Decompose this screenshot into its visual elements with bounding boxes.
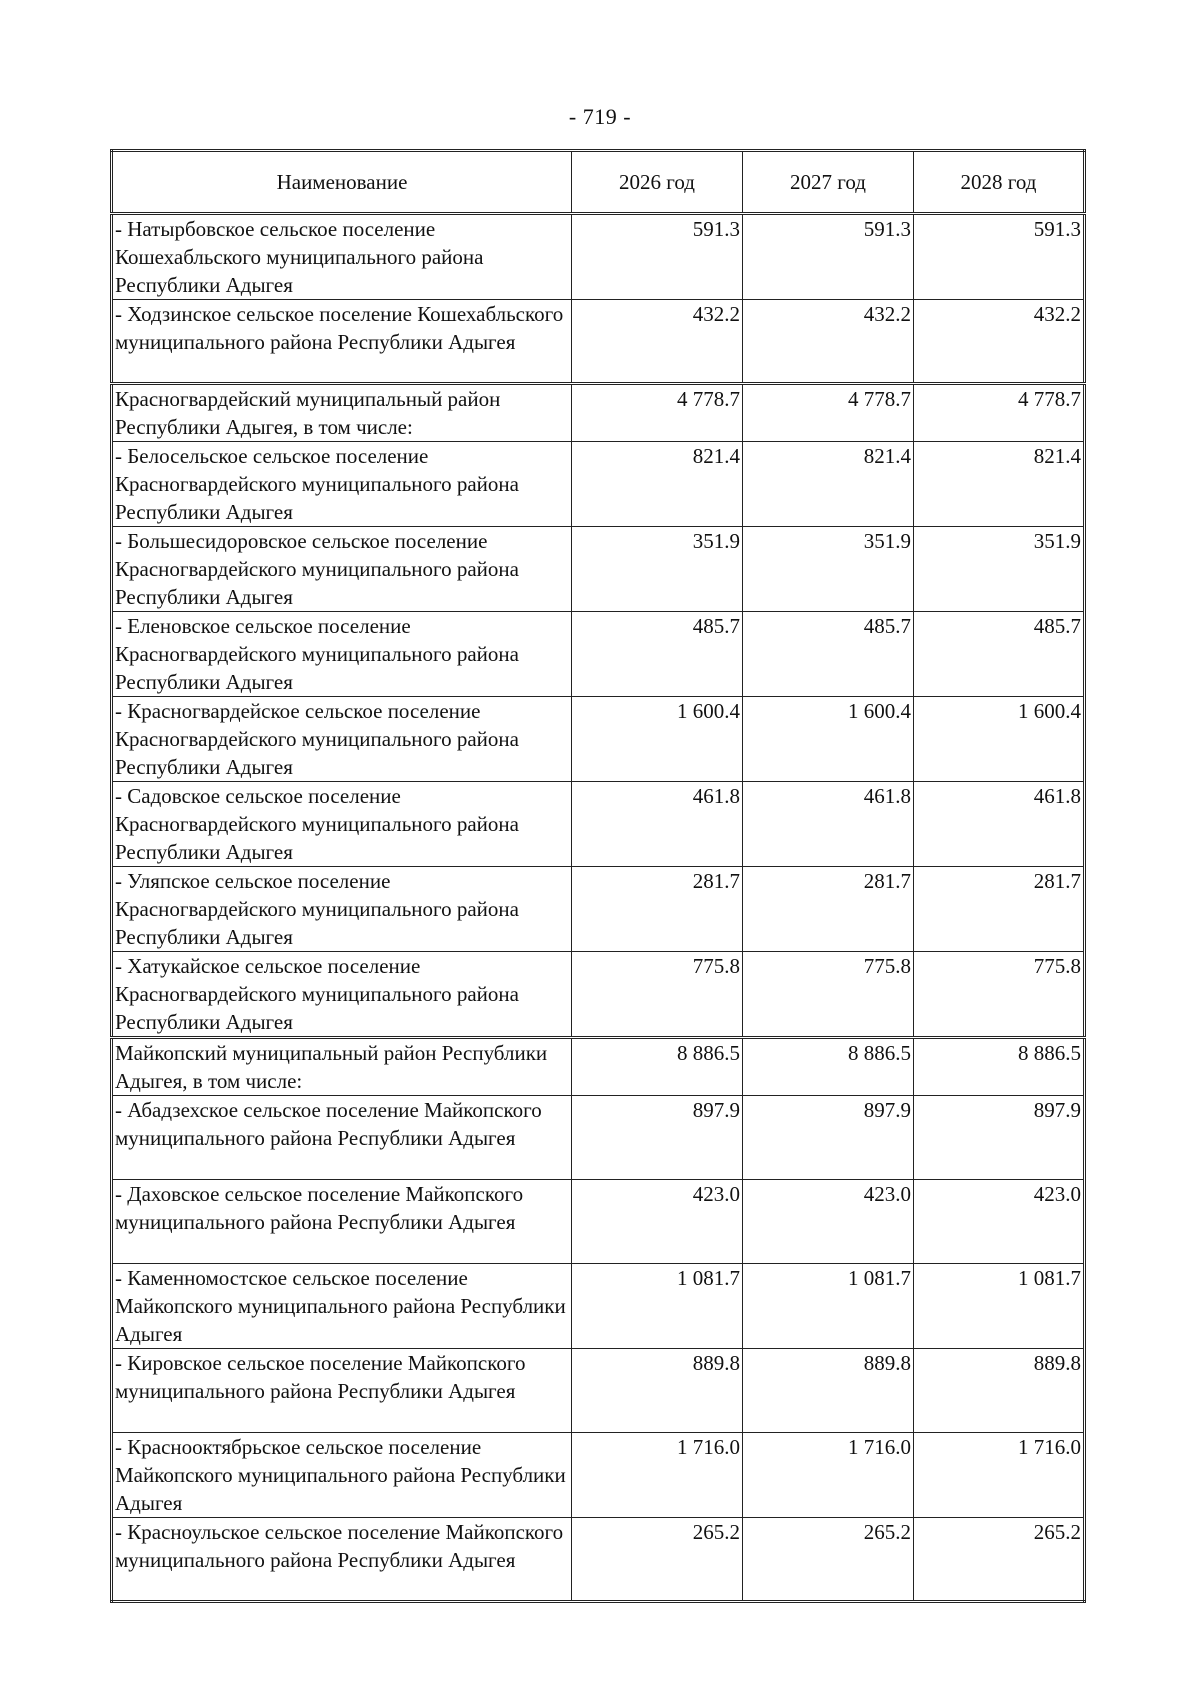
row-name-text: - Краснооктябрьское сельское поселение Майкопского муниципального района Республики Адыгея <box>115 1435 566 1515</box>
row-value-2026: 897.9 <box>572 1096 743 1180</box>
row-value-2027: 1 716.0 <box>743 1433 914 1518</box>
row-value-2028: 897.9 <box>914 1096 1085 1180</box>
row-value-2027: 265.2 <box>743 1518 914 1602</box>
header-2027: 2027 год <box>743 151 914 214</box>
row-value-2027: 1 600.4 <box>743 697 914 782</box>
row-value-2027: 591.3 <box>743 214 914 300</box>
row-value-2026: 591.3 <box>572 214 743 300</box>
row-value-2027: 775.8 <box>743 952 914 1038</box>
row-value-2026: 461.8 <box>572 782 743 867</box>
table-row <box>112 1180 1085 1264</box>
row-name-text: - Еленовское сельское поселение Красногвардейского муниципального района Республики Адыгея <box>115 614 519 694</box>
row-value-2028: 423.0 <box>914 1180 1085 1264</box>
row-name <box>112 697 572 782</box>
row-value-2026: 351.9 <box>572 527 743 612</box>
row-name <box>112 1038 572 1096</box>
row-name-text: - Каменномостское сельское поселение Майкопского муниципального района Республики Адыгея <box>115 1266 566 1346</box>
header-2028: 2028 год <box>914 151 1085 214</box>
row-name-text: - Белосельское сельское поселение Красногвардейского муниципального района Республики Адыгея <box>115 444 519 524</box>
row-value-2028: 265.2 <box>914 1518 1085 1602</box>
table-row <box>112 952 1085 1038</box>
row-name-text: - Натырбовское сельское поселение Кошехабльского муниципального района Республики Адыгея <box>115 217 484 297</box>
row-value-2027: 432.2 <box>743 300 914 384</box>
row-name <box>112 1518 572 1602</box>
row-value-2028: 775.8 <box>914 952 1085 1038</box>
row-value-2027: 281.7 <box>743 867 914 952</box>
row-name <box>112 1433 572 1518</box>
table-row <box>112 527 1085 612</box>
table-row <box>112 300 1085 384</box>
row-value-2028: 821.4 <box>914 442 1085 527</box>
row-value-2027: 897.9 <box>743 1096 914 1180</box>
header-2026: 2026 год <box>572 151 743 214</box>
row-value-2028: 1 600.4 <box>914 697 1085 782</box>
row-value-2028: 8 886.5 <box>914 1038 1085 1096</box>
header-name: Наименование <box>112 151 572 214</box>
table-row <box>112 214 1085 300</box>
table-row <box>112 1349 1085 1433</box>
row-name-text: Майкопский муниципальный район Республики Адыгея, в том числе: <box>115 1041 548 1093</box>
table-body <box>112 214 1085 1602</box>
district-row <box>112 384 1085 442</box>
row-value-2027: 821.4 <box>743 442 914 527</box>
row-value-2028: 1 081.7 <box>914 1264 1085 1349</box>
row-name <box>112 214 572 300</box>
row-value-2026: 281.7 <box>572 867 743 952</box>
row-value-2027: 4 778.7 <box>743 384 914 442</box>
row-value-2026: 1 081.7 <box>572 1264 743 1349</box>
row-value-2028: 281.7 <box>914 867 1085 952</box>
row-name-text: - Кировское сельское поселение Майкопского муниципального района Республики Адыгея <box>115 1351 526 1403</box>
row-name-text: - Красногвардейское сельское поселение Красногвардейского муниципального района Республики Адыгея <box>115 699 519 779</box>
row-name-text: - Хатукайское сельское поселение Красногвардейского муниципального района Республики Адыгея <box>115 954 519 1034</box>
row-value-2026: 1 716.0 <box>572 1433 743 1518</box>
row-name-text: - Уляпское сельское поселение Красногвардейского муниципального района Республики Адыгея <box>115 869 519 949</box>
row-name <box>112 952 572 1038</box>
table-row <box>112 867 1085 952</box>
row-value-2026: 821.4 <box>572 442 743 527</box>
row-value-2027: 485.7 <box>743 612 914 697</box>
row-value-2028: 351.9 <box>914 527 1085 612</box>
row-value-2027: 351.9 <box>743 527 914 612</box>
row-value-2026: 432.2 <box>572 300 743 384</box>
row-value-2027: 1 081.7 <box>743 1264 914 1349</box>
row-value-2026: 8 886.5 <box>572 1038 743 1096</box>
row-name-text: - Большесидоровское сельское поселение Красногвардейского муниципального района Республики Адыгея <box>115 529 519 609</box>
row-value-2027: 423.0 <box>743 1180 914 1264</box>
row-name-text: - Садовское сельское поселение Красногвардейского муниципального района Республики Адыгея <box>115 784 519 864</box>
table-row <box>112 1433 1085 1518</box>
row-name-text: - Красноульское сельское поселение Майкопского муниципального района Республики Адыгея <box>115 1520 564 1572</box>
table-row <box>112 697 1085 782</box>
row-value-2026: 423.0 <box>572 1180 743 1264</box>
row-value-2026: 4 778.7 <box>572 384 743 442</box>
page-number: - 719 - <box>568 104 632 129</box>
row-name-text: - Ходзинское сельское поселение Кошехабльского муниципального района Республики Адыгея <box>115 302 564 354</box>
row-value-2027: 461.8 <box>743 782 914 867</box>
budget-table <box>110 149 1086 1603</box>
district-row <box>112 1038 1085 1096</box>
row-name <box>112 1264 572 1349</box>
row-name <box>112 442 572 527</box>
row-value-2026: 485.7 <box>572 612 743 697</box>
row-value-2028: 485.7 <box>914 612 1085 697</box>
row-name-text: - Даховское сельское поселение Майкопского муниципального района Республики Адыгея <box>115 1182 524 1234</box>
row-name <box>112 300 572 384</box>
row-value-2028: 461.8 <box>914 782 1085 867</box>
table-header-row <box>112 151 1085 214</box>
row-value-2028: 889.8 <box>914 1349 1085 1433</box>
row-value-2027: 889.8 <box>743 1349 914 1433</box>
row-name-text: Красногвардейский муниципальный район Республики Адыгея, в том числе: <box>115 387 501 439</box>
row-name <box>112 1180 572 1264</box>
row-name <box>112 1096 572 1180</box>
row-name <box>112 527 572 612</box>
row-value-2026: 889.8 <box>572 1349 743 1433</box>
row-value-2028: 432.2 <box>914 300 1085 384</box>
row-value-2028: 1 716.0 <box>914 1433 1085 1518</box>
row-name-text: - Абадзехское сельское поселение Майкопского муниципального района Республики Адыгея <box>115 1098 542 1150</box>
row-value-2026: 775.8 <box>572 952 743 1038</box>
row-name <box>112 867 572 952</box>
table-row <box>112 1096 1085 1180</box>
row-value-2028: 591.3 <box>914 214 1085 300</box>
row-value-2026: 1 600.4 <box>572 697 743 782</box>
row-name <box>112 1349 572 1433</box>
table-row <box>112 1518 1085 1602</box>
row-name <box>112 782 572 867</box>
table-row <box>112 612 1085 697</box>
table-row <box>112 442 1085 527</box>
row-value-2027: 8 886.5 <box>743 1038 914 1096</box>
table-row <box>112 1264 1085 1349</box>
row-value-2026: 265.2 <box>572 1518 743 1602</box>
row-value-2028: 4 778.7 <box>914 384 1085 442</box>
table-row <box>112 782 1085 867</box>
row-name <box>112 384 572 442</box>
row-name <box>112 612 572 697</box>
